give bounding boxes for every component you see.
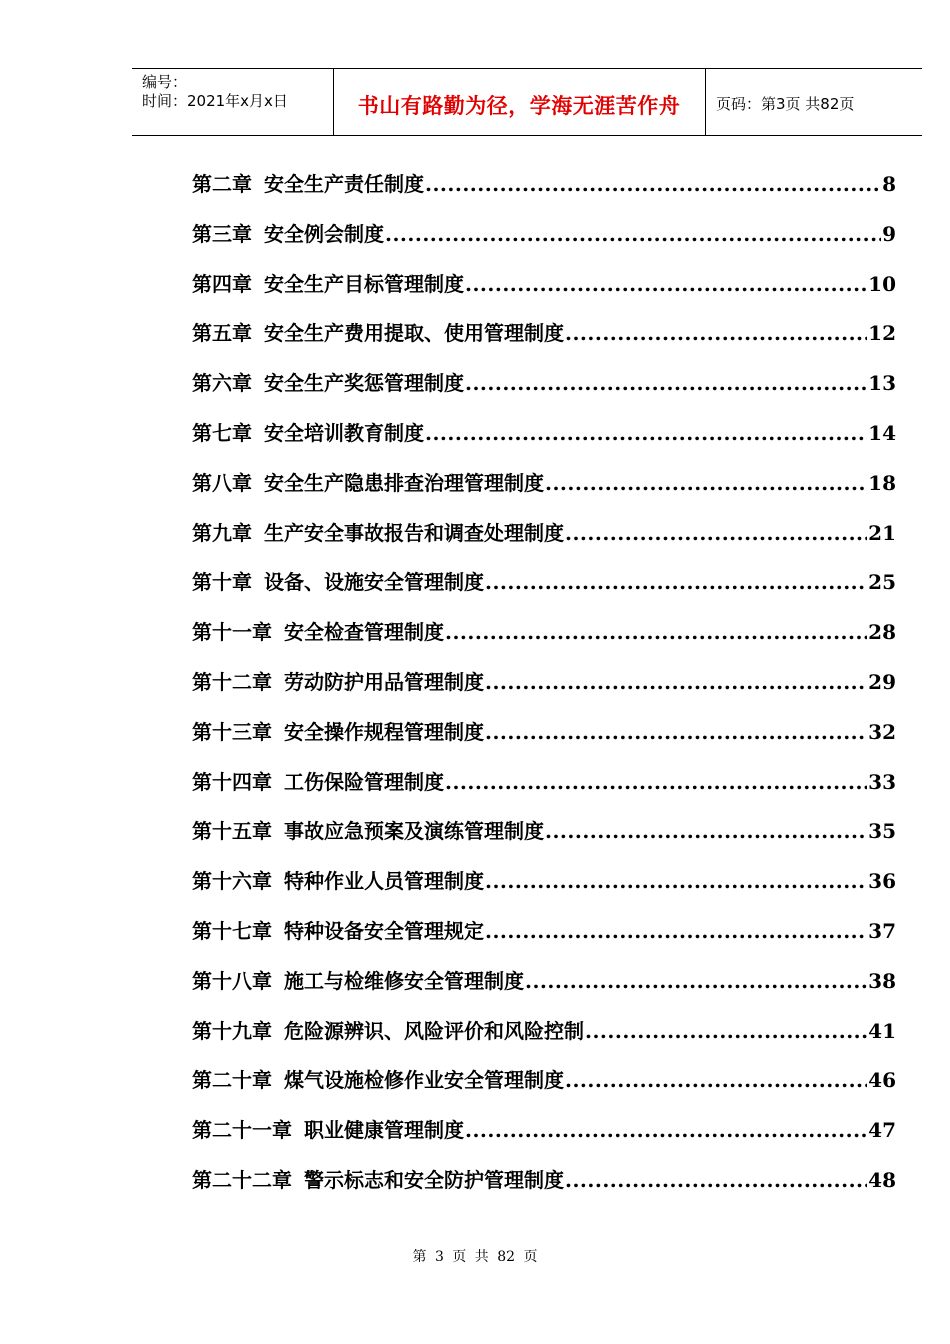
toc-chapter-number: 第十一章 (192, 620, 272, 645)
toc-chapter-title: 危险源辨识、风险评价和风险控制 (284, 1018, 584, 1043)
toc-page-number: 36 (868, 869, 896, 894)
toc-chapter-title: 安全操作规程管理制度 (284, 719, 484, 744)
toc-chapter-title: 安全检查管理制度 (284, 620, 444, 645)
header-page-info: 页码：第3页 共82页 (716, 95, 855, 113)
toc-page-number: 46 (868, 1068, 896, 1093)
toc-dot-leader (445, 760, 867, 804)
toc-chapter-title: 警示标志和安全防护管理制度 (304, 1167, 564, 1192)
toc-entry[interactable] (192, 760, 896, 810)
toc-entry[interactable] (192, 560, 896, 610)
toc-page-number: 13 (868, 371, 896, 396)
toc-chapter-title: 设备、设施安全管理制度 (264, 570, 484, 595)
header-meta-cell (132, 69, 334, 135)
toc-dot-leader (565, 1158, 867, 1202)
toc-entry[interactable] (192, 710, 896, 760)
toc-page-number: 21 (868, 520, 896, 545)
toc-chapter-title: 安全生产费用提取、使用管理制度 (264, 321, 564, 346)
toc-dot-leader (565, 511, 867, 555)
toc-chapter-title: 工伤保险管理制度 (284, 769, 444, 794)
toc-chapter-number: 第四章 (192, 271, 252, 296)
toc-chapter-title: 职业健康管理制度 (304, 1118, 464, 1143)
time-line: 时间：2021年x月x日 (142, 92, 288, 110)
toc-dot-leader (425, 411, 867, 455)
toc-entry[interactable] (192, 859, 896, 909)
toc-entry[interactable] (192, 311, 896, 361)
toc-chapter-number: 第十章 (192, 570, 252, 595)
serial-label: 编号： (142, 73, 188, 91)
toc-dot-leader (545, 809, 867, 853)
toc-chapter-number: 第七章 (192, 420, 252, 445)
toc-chapter-number: 第六章 (192, 371, 252, 396)
toc-dot-leader (485, 909, 867, 953)
toc-page-number: 37 (868, 918, 896, 943)
table-of-contents (192, 162, 896, 1208)
toc-chapter-number: 第十五章 (192, 819, 272, 844)
toc-page-number: 33 (868, 769, 896, 794)
toc-chapter-title: 施工与检维修安全管理制度 (284, 968, 524, 993)
toc-entry[interactable] (192, 959, 896, 1009)
toc-chapter-title: 安全生产责任制度 (264, 172, 424, 196)
toc-dot-leader (485, 710, 867, 754)
toc-chapter-number: 第五章 (192, 321, 252, 346)
toc-dot-leader (425, 162, 881, 206)
toc-dot-leader (485, 859, 867, 903)
toc-entry[interactable] (192, 511, 896, 561)
toc-chapter-number: 第二章 (192, 172, 252, 196)
toc-chapter-title: 特种设备安全管理规定 (284, 918, 484, 943)
toc-page-number: 47 (868, 1118, 896, 1143)
toc-dot-leader (465, 361, 867, 405)
toc-chapter-title: 劳动防护用品管理制度 (284, 669, 484, 694)
toc-page-number: 12 (868, 321, 896, 346)
toc-page-number: 48 (868, 1167, 896, 1192)
toc-chapter-number: 第八章 (192, 470, 252, 495)
toc-chapter-number: 第十六章 (192, 869, 272, 894)
toc-page-number: 38 (868, 968, 896, 993)
toc-chapter-title: 安全生产目标管理制度 (264, 271, 464, 296)
toc-chapter-title: 事故应急预案及演练管理制度 (284, 819, 544, 844)
toc-dot-leader (485, 560, 867, 604)
toc-page-number: 14 (868, 420, 896, 445)
toc-chapter-title: 安全例会制度 (264, 221, 384, 246)
toc-dot-leader (485, 660, 867, 704)
toc-page-number: 18 (868, 470, 896, 495)
toc-entry[interactable] (192, 660, 896, 710)
toc-dot-leader (565, 1058, 867, 1102)
toc-entry[interactable] (192, 809, 896, 859)
toc-dot-leader (525, 959, 867, 1003)
toc-dot-leader (445, 610, 867, 654)
toc-page-number: 35 (868, 819, 896, 844)
toc-page-number: 9 (882, 221, 896, 246)
toc-chapter-number: 第十四章 (192, 769, 272, 794)
toc-dot-leader (385, 212, 881, 256)
toc-chapter-title: 特种作业人员管理制度 (284, 869, 484, 894)
toc-entry[interactable] (192, 411, 896, 461)
toc-chapter-title: 安全生产隐患排查治理管理制度 (264, 470, 544, 495)
toc-dot-leader (545, 461, 867, 505)
toc-entry[interactable] (192, 1058, 896, 1108)
toc-page-number: 32 (868, 719, 896, 744)
toc-chapter-title: 安全生产奖惩管理制度 (264, 371, 464, 396)
document-header (132, 68, 922, 136)
toc-chapter-title: 生产安全事故报告和调查处理制度 (264, 520, 564, 545)
toc-entry[interactable] (192, 1158, 896, 1208)
toc-page-number: 41 (868, 1018, 896, 1043)
toc-dot-leader (465, 1108, 867, 1152)
header-motto-cell (333, 69, 706, 135)
toc-chapter-number: 第十七章 (192, 918, 272, 943)
toc-entry[interactable] (192, 909, 896, 959)
toc-page-number: 25 (868, 570, 896, 595)
toc-entry[interactable] (192, 162, 896, 212)
toc-entry[interactable] (192, 262, 896, 312)
toc-entry[interactable] (192, 361, 896, 411)
header-page-cell (706, 69, 922, 135)
toc-chapter-number: 第三章 (192, 221, 252, 246)
toc-entry[interactable] (192, 212, 896, 262)
toc-chapter-number: 第十八章 (192, 968, 272, 993)
page-footer: 第 3 页 共 82 页 (412, 1249, 538, 1265)
toc-page-number: 8 (882, 172, 896, 196)
toc-page-number: 29 (868, 669, 896, 694)
toc-chapter-number: 第十九章 (192, 1018, 272, 1043)
toc-chapter-title: 安全培训教育制度 (264, 420, 424, 445)
toc-dot-leader (465, 262, 867, 306)
toc-chapter-number: 第二十二章 (192, 1167, 292, 1192)
toc-chapter-number: 第十二章 (192, 669, 272, 694)
toc-entry[interactable] (192, 610, 896, 660)
toc-chapter-number: 第九章 (192, 520, 252, 545)
toc-entry[interactable] (192, 461, 896, 511)
toc-chapter-number: 第二十章 (192, 1068, 272, 1093)
toc-chapter-number: 第十三章 (192, 719, 272, 744)
toc-chapter-title: 煤气设施检修作业安全管理制度 (284, 1068, 564, 1093)
toc-dot-leader (585, 1009, 867, 1053)
toc-entry[interactable] (192, 1009, 896, 1059)
toc-dot-leader (565, 311, 867, 355)
header-motto: 书山有路勤为径，学海无涯苦作舟 (357, 94, 681, 118)
toc-chapter-number: 第二十一章 (192, 1118, 292, 1143)
toc-entry[interactable] (192, 1108, 896, 1158)
toc-page-number: 10 (868, 271, 896, 296)
toc-page-number: 28 (868, 620, 896, 645)
